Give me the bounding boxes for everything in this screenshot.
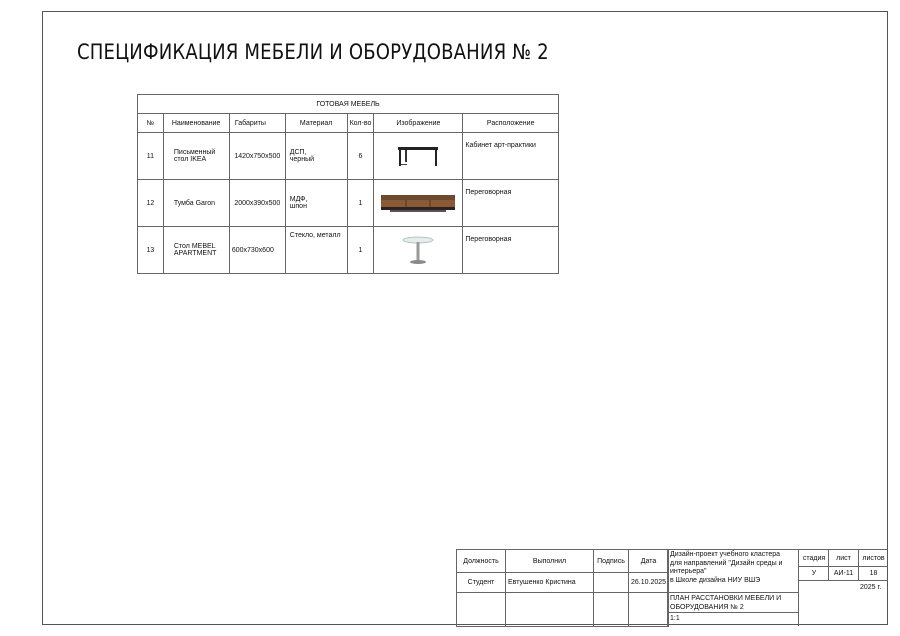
row-size: 1420х750х500 — [229, 133, 285, 180]
stamp-sheet: АИ-11 — [833, 570, 854, 577]
spec-table — [137, 94, 559, 274]
stamp-scale: 1:1 — [670, 615, 680, 622]
row-material: МДФ, шпон — [285, 180, 347, 227]
stamp-header-stage: стадия — [802, 555, 826, 562]
row-qty: 1 — [347, 180, 374, 227]
desk-image — [374, 133, 463, 180]
row-material: Стекло, металл — [285, 227, 347, 274]
stamp-header-sheets: листов — [862, 555, 885, 562]
stamp-empty — [629, 593, 669, 627]
table-row — [138, 227, 559, 274]
stamp-empty — [506, 593, 594, 627]
page-title: СПЕЦИФИКАЦИЯ МЕБЕЛИ И ОБОРУДОВАНИЯ № 2 — [77, 40, 549, 64]
row-size: 600х730х600 — [229, 227, 285, 274]
stamp-header-position: Должность — [457, 550, 506, 573]
glass-table-image — [374, 227, 463, 274]
stamp-sheets: 18 — [869, 570, 878, 577]
stamp-project: Дизайн-проект учебного кластера для направлений "Дизайн среды и интерьера" в Школе дизайна НИУ ВШЭ — [670, 551, 783, 584]
header-material: Материал — [285, 114, 347, 133]
stamp-stage: У — [811, 570, 817, 577]
header-location: Расположение — [463, 114, 559, 133]
stamp-header-signature: Подпись — [594, 550, 629, 573]
title-block — [456, 549, 669, 627]
stamp-divider — [798, 566, 888, 567]
stamp-divider — [798, 580, 888, 581]
table-caption: ГОТОВАЯ МЕБЕЛЬ — [138, 95, 559, 114]
stamp-date: 26.10.2025 — [629, 573, 669, 593]
table-row — [138, 180, 559, 227]
stamp-plan-title: ПЛАН РАССТАНОВКИ МЕБЕЛИ И ОБОРУДОВАНИЯ № 2 — [670, 595, 782, 611]
row-no: 12 — [138, 180, 164, 227]
stamp-empty — [594, 593, 629, 627]
row-name: Стол MEBEL APARTMENT — [163, 227, 229, 274]
row-name: Письменный стол IKEA — [163, 133, 229, 180]
header-image: Изображение — [374, 114, 463, 133]
stamp-divider — [456, 549, 888, 550]
stamp-position: Студент — [457, 573, 506, 593]
stamp-divider — [667, 592, 798, 593]
stamp-empty — [457, 593, 506, 627]
table-row — [138, 133, 559, 180]
row-material: ДСП, черный — [285, 133, 347, 180]
stamp-header-date: Дата — [629, 550, 669, 573]
stamp-signature — [594, 573, 629, 593]
stamp-header-performed: Выполнил — [506, 550, 594, 573]
stamp-divider — [667, 549, 668, 626]
row-no: 11 — [138, 133, 164, 180]
row-qty: 6 — [347, 133, 374, 180]
header-name: Наименование — [163, 114, 229, 133]
row-location: Кабинет арт-практики — [463, 133, 559, 180]
row-size: 2000х390х500 — [229, 180, 285, 227]
stamp-divider — [798, 549, 799, 626]
table-header-row — [138, 114, 559, 133]
stamp-header-sheet: лист — [836, 555, 851, 562]
stamp-divider — [667, 612, 798, 613]
stamp-year: 2025 г. — [860, 584, 882, 591]
stamp-divider — [828, 549, 829, 580]
header-no: № — [138, 114, 164, 133]
stamp-performer: Евтушенко Кристина — [506, 573, 594, 593]
header-size: Габариты — [229, 114, 285, 133]
row-location: Переговорная — [463, 227, 559, 274]
tv-stand-image — [374, 180, 463, 227]
row-qty: 1 — [347, 227, 374, 274]
header-qty: Кол-во — [347, 114, 374, 133]
row-location: Переговорная — [463, 180, 559, 227]
row-name: Тумба Garon — [163, 180, 229, 227]
row-no: 13 — [138, 227, 164, 274]
